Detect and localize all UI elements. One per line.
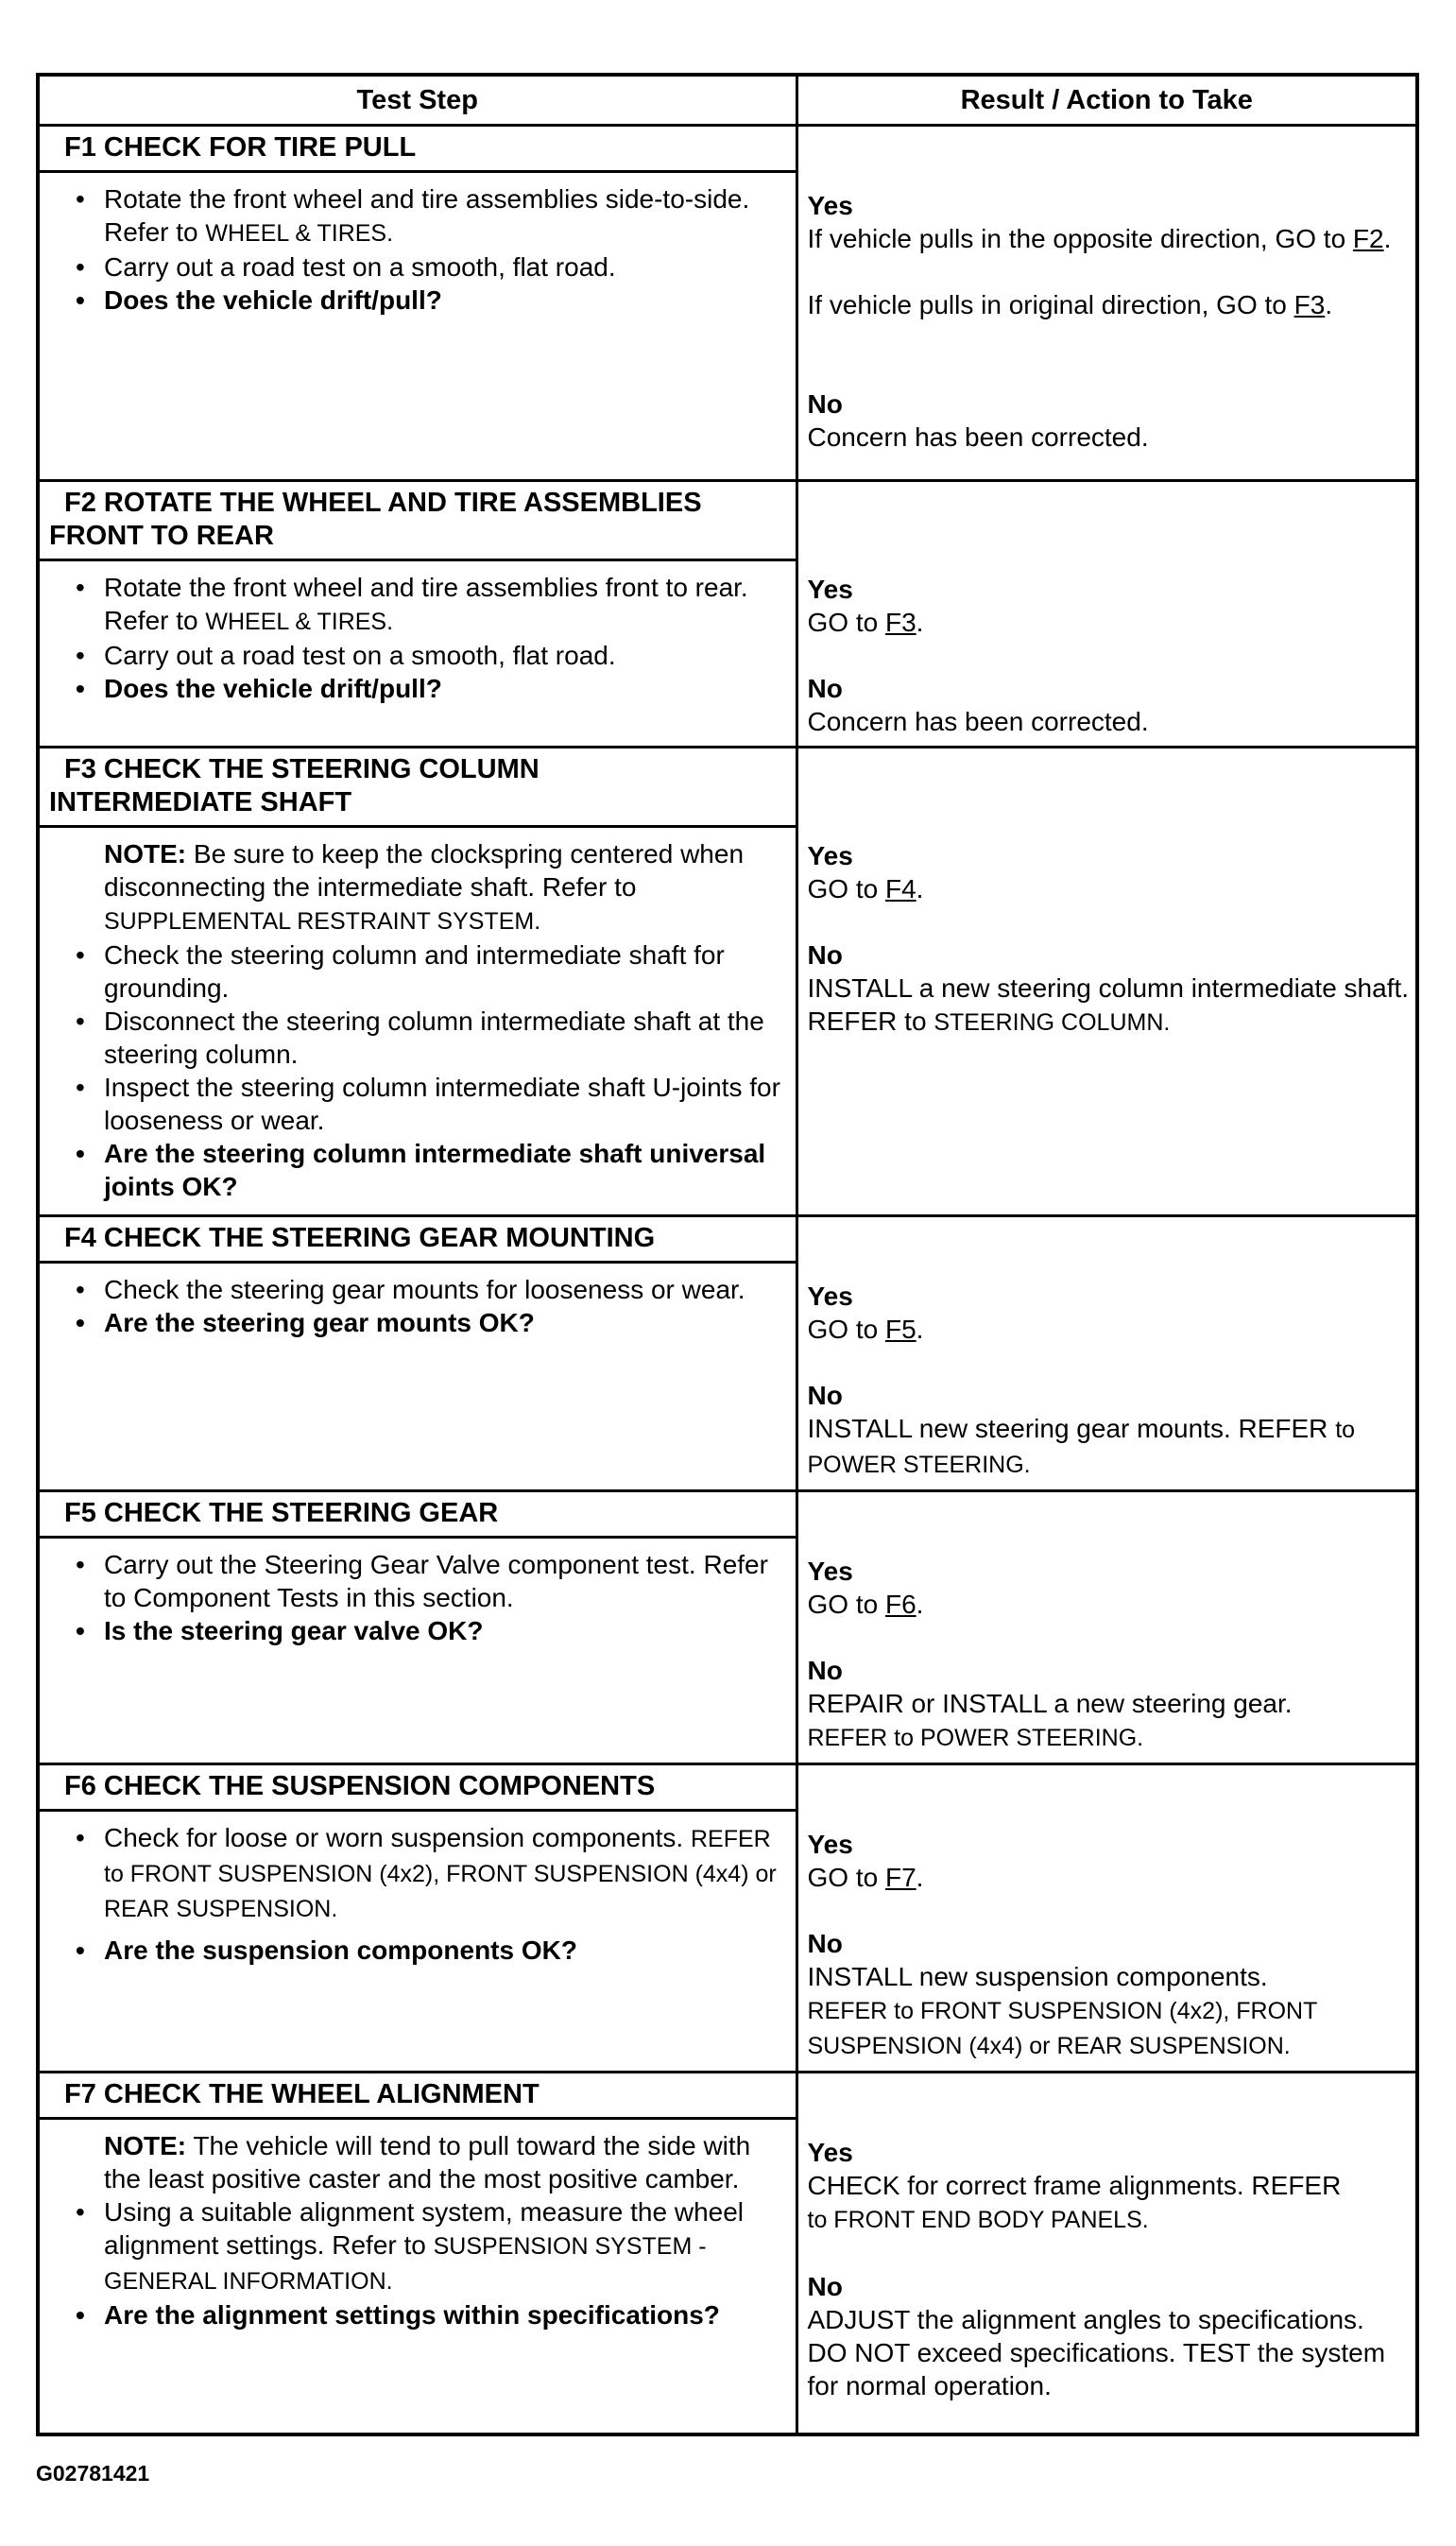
step-cell-f3 [38,748,797,1216]
goto-link-f3[interactable]: F3 [884,608,916,637]
result-yes-f4: GO to F5. [807,1315,924,1344]
table-row-f3 [38,748,1417,1216]
step-body-f5 [40,1539,796,1659]
result-cell-f4 [797,1216,1417,1491]
goto-link-f4[interactable]: F4 [884,874,916,903]
step-cell-f1 [38,126,797,481]
step-cell-f7 [38,2073,797,2434]
figure-id: G02781421 [36,2461,150,2486]
step-body-f4 [40,1264,796,1350]
header-test-step: Test Step [38,75,797,126]
result-yes-f5: GO to F6. [807,1590,924,1619]
header-result-action: Result / Action to Take [797,75,1417,126]
result-cell-f1 [797,126,1417,481]
step-cell-f5 [38,1491,797,1764]
note-item: NOTE: The vehicle will tend to pull toward the side with the least positive caster and the most positive camber. [104,2131,751,2193]
step-body-f2 [40,561,796,716]
table-row-f4 [38,1216,1417,1491]
yes-label: Yes [807,2138,853,2167]
table-row-f1 [38,126,1417,481]
table-row-f7 [38,2073,1417,2434]
step-title-f1: F1 CHECK FOR TIRE PULL [40,127,796,173]
result-yes-f6: GO to F7. [807,1863,924,1892]
table-row-f6 [38,1764,1417,2073]
list-item: • Rotate the front wheel and tire assemblies front to rear. Refer to WHEEL & TIRES. [104,571,786,639]
step-question-f1: • Does the vehicle drift/pull? [104,284,786,317]
result-cell-f6 [797,1764,1417,2073]
yes-label: Yes [807,841,853,870]
list-item: • Rotate the front wheel and tire assemblies side-to-side. Refer to WHEEL & TIRES. [104,182,786,250]
yes-label: Yes [807,191,853,220]
no-label: No [807,940,843,970]
result-no-f2: Concern has been corrected. [807,707,1149,736]
step-title-f2: F2 ROTATE THE WHEEL AND TIRE ASSEMBLIES FRONT TO REAR [40,482,796,561]
result-no-f7: ADJUST the alignment angles to specifications. DO NOT exceed specifications. TEST the system for normal operation. [807,2305,1386,2400]
yes-label: Yes [807,1557,853,1586]
step-question-f7: • Are the alignment settings within specifications? [104,2298,786,2331]
step-question-f6: • Are the suspension components OK? [104,1934,786,1967]
list-item: • Check for loose or worn suspension components. REFER to FRONT SUSPENSION (4x2), FRONT SUSPENSION (4x4) or REAR SUSPENSION. [104,1821,786,1926]
step-title-f5: F5 CHECK THE STEERING GEAR [40,1492,796,1539]
list-item: • Disconnect the steering column intermediate shaft at the steering column. [104,1005,786,1071]
yes-label: Yes [807,1830,853,1859]
result-cell-f2 [797,481,1417,748]
step-body-f3 [40,828,796,1214]
yes-label: Yes [807,575,853,604]
diagnostic-document [36,73,1415,2436]
goto-link-f5[interactable]: F5 [884,1315,916,1344]
no-label: No [807,674,843,703]
result-no-f4: INSTALL new steering gear mounts. REFER to POWER STEERING. [807,1414,1356,1478]
list-item: • Using a suitable alignment system, measure the wheel alignment settings. Refer to SUSPENSION SYSTEM - GENERAL INFORMATION. [104,2195,786,2298]
list-item: • Carry out the Steering Gear Valve component test. Refer to Component Tests in this section. [104,1548,786,1614]
list-item: • Carry out a road test on a smooth, flat road. [104,250,786,284]
no-label: No [807,389,843,419]
goto-link-f3[interactable]: F3 [1293,290,1326,319]
goto-link-f6[interactable]: F6 [884,1590,916,1619]
result-yes-alt-f1: If vehicle pulls in original direction, GO to F3. [807,290,1333,319]
table-row-f5 [38,1491,1417,1764]
list-item: • Inspect the steering column intermediate shaft U-joints for looseness or wear. [104,1071,786,1137]
table-row-f2 [38,481,1417,748]
result-cell-f7 [797,2073,1417,2434]
result-yes-f2: GO to F3. [807,608,924,637]
result-cell-f5 [797,1491,1417,1764]
table-header-row [38,75,1417,126]
result-yes-f1: If vehicle pulls in the opposite direction, GO to F2. [807,224,1392,253]
result-no-f3: INSTALL a new steering column intermediate shaft. REFER to STEERING COLUMN. [807,973,1410,1036]
step-question-f5: • Is the steering gear valve OK? [104,1614,786,1647]
step-title-f6: F6 CHECK THE SUSPENSION COMPONENTS [40,1765,796,1812]
step-title-f7: F7 CHECK THE WHEEL ALIGNMENT [40,2073,796,2120]
goto-link-f2[interactable]: F2 [1352,224,1384,253]
step-title-f4: F4 CHECK THE STEERING GEAR MOUNTING [40,1217,796,1264]
note-item: NOTE: Be sure to keep the clockspring centered when disconnecting the intermediate shaft. Refer to SUPPLEMENTAL RESTRAINT SYSTEM. [104,839,745,935]
step-cell-f4 [38,1216,797,1491]
step-body-f7 [40,2120,796,2343]
result-no-f1: Concern has been corrected. [807,422,1149,452]
step-cell-f2 [38,481,797,748]
step-question-f2: • Does the vehicle drift/pull? [104,672,786,705]
step-question-f4: • Are the steering gear mounts OK? [104,1306,786,1339]
step-body-f1 [40,173,796,328]
goto-link-f7[interactable]: F7 [884,1863,916,1892]
yes-label: Yes [807,1282,853,1311]
no-label: No [807,1656,843,1685]
no-label: No [807,1381,843,1410]
result-no-f5: REPAIR or INSTALL a new steering gear. REFER to POWER STEERING. [807,1689,1293,1751]
step-question-f3: • Are the steering column intermediate shaft universal joints OK? [104,1137,786,1203]
result-no-f6: INSTALL new suspension components. REFER to FRONT SUSPENSION (4x2), FRONT SUSPENSION (4x4) or REAR SUSPENSION. [807,1962,1317,2059]
result-yes-f7: CHECK for correct frame alignments. REFER to FRONT END BODY PANELS. [807,2171,1342,2233]
list-item: • Check the steering gear mounts for looseness or wear. [104,1273,786,1306]
result-cell-f3 [797,748,1417,1216]
step-title-f3: F3 CHECK THE STEERING COLUMN INTERMEDIATE SHAFT [40,748,796,828]
result-yes-f3: GO to F4. [807,874,924,903]
no-label: No [807,2272,843,2301]
list-item: • Carry out a road test on a smooth, flat road. [104,639,786,672]
pinpoint-test-table [36,73,1419,2436]
step-cell-f6 [38,1764,797,2073]
step-body-f6 [40,1812,796,1978]
no-label: No [807,1929,843,1958]
list-item: • Check the steering column and intermediate shaft for grounding. [104,938,786,1005]
